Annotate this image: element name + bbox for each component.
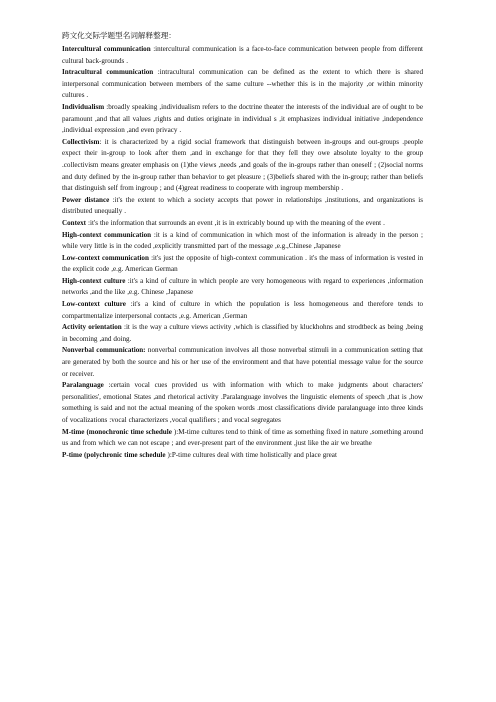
glossary-term: Paralanguage	[62, 381, 104, 390]
glossary-term: Nonverbal communication:	[62, 346, 146, 355]
glossary-entry	[62, 102, 423, 137]
glossary-entry	[62, 230, 423, 253]
glossary-entry	[62, 276, 423, 299]
glossary-term: Intercultural communication	[62, 45, 151, 53]
glossary-definition: :it's a kind of culture in which people are very homogeneous with regard to experiences ,information networks ,and the like ,e.g. Chinese ,Japanese	[62, 276, 423, 297]
glossary-definition: nonverbal communication involves all those nonverbal stimuli in a communication setting that are generated by both the source and his or her use of the environment and that have potential message value for the source or receiver.	[62, 346, 424, 378]
glossary-definition: ):M-time cultures tend to think of time as something fixed in nature ,something around us and from which we can not escape ; and ever-present part of the environment ,just like the air we breathe	[62, 427, 423, 448]
glossary-definition: ):P-time cultures deal with time holistically and place great	[165, 450, 337, 459]
glossary-entry	[62, 380, 423, 426]
glossary-term: Collectivism	[62, 137, 100, 146]
glossary-entry	[62, 322, 423, 345]
glossary-definition: :it's the information that surrounds an event ,it is in extricably bound up with the meaning of the event .	[86, 218, 385, 227]
glossary-term: Intracultural communication	[62, 68, 154, 77]
glossary-entry	[62, 299, 423, 322]
glossary-entry	[62, 137, 423, 195]
glossary-term: M-time (monochronic time schedule	[62, 427, 172, 436]
glossary-term: Power distance	[62, 195, 110, 204]
glossary-term: Individualism	[62, 102, 105, 111]
glossary-term: High-context culture	[62, 276, 126, 285]
glossary-term: Context	[62, 218, 87, 227]
glossary-definition: :it is a kind of communication in which most of the information is already in the person ; while very little is in the coded ,explicitly transmitted part of the message ,e.g.,Chinese ,Japanese	[62, 230, 423, 251]
glossary-entry	[62, 253, 423, 276]
glossary-term: Low-context communication	[62, 253, 149, 262]
glossary-definition: :it's just the opposite of high-context communication . it's the mass of information is vested in the explicit code ,e.g. American German	[62, 253, 423, 274]
glossary-definition: :intercultural communication is a face-to-face communication between people from different cultural back-grounds .	[62, 45, 423, 65]
glossary-definition: :certain vocal cues provided us with information with which to make judgments about characters' personalities', emotional States ,and rhetorical activity .Paralanguage involves the linguistic elements of speech ,that is ,how something is said and not the actual meaning of the spoken words .most classifications divide paralanguage into three kinds of vocalizations :vocal characterizers ,vocal qualifiers ; and vocal segregates	[62, 381, 423, 424]
glossary-definition: :it is the way a culture views activity ,which is classified by kluckhohns and strodtbeck as being ,being in becoming ,and doing.	[62, 323, 423, 343]
glossary-entry	[62, 195, 423, 218]
glossary-entry	[62, 67, 423, 102]
glossary-term: High-context communication	[62, 230, 152, 239]
glossary-definition: :it's the extent to which a society accepts that power in relationships ,institutions, and organizations is distributed unequally .	[62, 195, 423, 216]
glossary-entry	[62, 450, 423, 462]
glossary-term: Low-context culture	[62, 300, 126, 309]
glossary-entry	[62, 345, 423, 380]
glossary-term: P-time (polychronic time schedule	[62, 450, 166, 459]
glossary-entry	[62, 218, 423, 230]
glossary-entry	[62, 427, 423, 450]
glossary-list	[62, 44, 423, 461]
glossary-definition: :broadly speaking ,individualism refers to the doctrine theater the interests of the individual are of ought to be paramount ,and that all values ,rights and duties originate in individual s ,it emphasizes individual initiative ,independence ,individual expression ,and even privacy .	[62, 102, 423, 135]
page-title: 跨文化交际学题型名词解释整理：	[62, 31, 176, 40]
glossary-definition: : it is characterized by a rigid social framework that distinguish between in-groups and out-groups .people expect their in-group to look after them ,and in exchange for that they fell they owe absolute loyalty to the group .collectivism means greater emphasis on (1)the views ,needs ,and goals of the in-groups rather than oneself ; (2)social norms and duty defined by the in-group rather than behavior to get pleasure ; (3)beliefs shared with the in-group; rather than beliefs that distinguish self from ingroup ; and (4)great readiness to cooperate with ingroup membership .	[62, 137, 423, 193]
glossary-definition: :it's a kind of culture in which the population is less homogeneous and therefore tends to compartmentalize interpersonal contacts ,e.g. American ,German	[62, 300, 424, 320]
glossary-entry	[62, 44, 423, 67]
glossary-definition: :intracultural communication can be defined as the extent to which there is shared interpersonal communication between members of the same culture --whether this is in the majority ,or within minority cultures .	[62, 68, 424, 100]
glossary-term: Activity orientation	[62, 323, 122, 332]
